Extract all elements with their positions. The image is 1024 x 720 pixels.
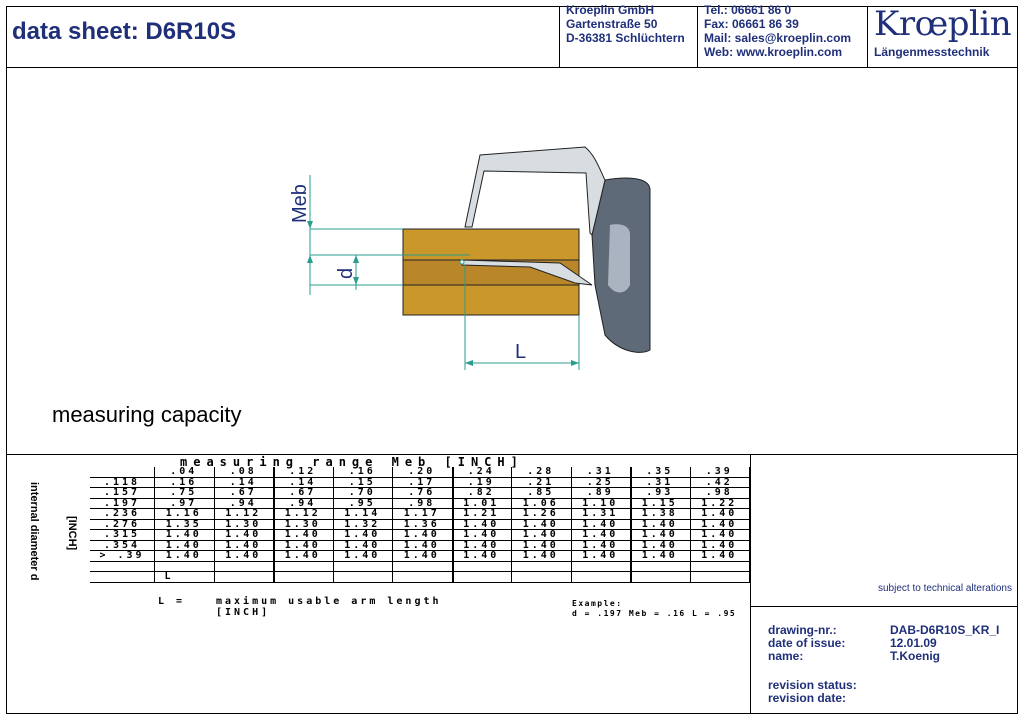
table-cell: 1.40: [582, 518, 619, 530]
contact-web[interactable]: Web: www.kroeplin.com: [704, 45, 843, 59]
row-header: > .39: [99, 550, 145, 561]
title-block-border: [750, 454, 751, 714]
range-title: measuring range Meb [INCH]: [180, 455, 524, 469]
grid-hline: [90, 487, 749, 488]
table-cell: .94: [289, 497, 317, 509]
table-cell: .82: [467, 487, 495, 498]
table-cell: 1.30: [225, 518, 262, 530]
legend-line: maximum usable arm length: [216, 596, 442, 607]
column-header: .08: [229, 466, 257, 477]
contact-fax: Fax: 06661 86 39: [704, 17, 799, 31]
table-cell: 1.10: [582, 497, 619, 509]
table-cell: .19: [467, 476, 495, 488]
table-cell: .67: [289, 487, 317, 498]
row-header: .354: [103, 539, 141, 551]
table-cell: 1.40: [522, 529, 559, 540]
row-header: .157: [103, 487, 141, 498]
table-cell: 1.26: [522, 508, 559, 519]
grid-vline: [392, 467, 393, 583]
grid-hline: [90, 477, 749, 478]
grid-vline: [511, 467, 512, 583]
label-l: L: [515, 341, 527, 363]
column-header: .20: [408, 466, 436, 477]
column-header: .28: [527, 466, 555, 477]
row-header: .315: [103, 529, 141, 540]
column-header: .16: [348, 466, 376, 477]
table-cell: .98: [705, 487, 733, 498]
table-cell: 1.40: [463, 518, 500, 530]
table-cell: 1.40: [641, 529, 678, 540]
grid-hline: [90, 529, 749, 530]
table-cell: 1.32: [344, 518, 381, 530]
table-cell: .89: [586, 487, 614, 498]
table-cell: .93: [646, 487, 674, 498]
address-line: Kroeplin GmbH: [566, 3, 655, 17]
column-header: .24: [467, 466, 495, 477]
table-cell: 1.36: [403, 518, 440, 530]
grid-hline: [90, 582, 749, 583]
table-cell: 1.40: [701, 529, 738, 540]
table-cell: 1.40: [522, 539, 559, 551]
company-logo: Krœplin: [874, 4, 1012, 44]
legend-key: L =: [158, 596, 186, 607]
column-header: .31: [586, 466, 614, 477]
y-unit: [INCH]: [66, 516, 78, 551]
table-cell: 1.40: [463, 539, 500, 551]
table-cell: .16: [170, 476, 198, 488]
column-header: .35: [646, 466, 674, 477]
table-cell: 1.40: [165, 550, 202, 561]
table-cell: .98: [408, 497, 436, 509]
grid-vline: [571, 467, 572, 583]
table-cell: 1.40: [641, 518, 678, 530]
table-cell: .14: [229, 476, 257, 488]
company-contact: [704, 3, 851, 59]
grid-hline: [90, 519, 749, 520]
grid-hline: [90, 550, 749, 551]
table-cell: 1.40: [641, 550, 678, 561]
grid-vline: [214, 467, 215, 583]
label-meb: Meb: [289, 184, 311, 223]
contact-phone: Tel.: 06661 86 0: [704, 3, 792, 17]
title-block-divider: [750, 606, 1018, 607]
gauge-drawing: [270, 135, 660, 380]
table-cell: 1.40: [701, 508, 738, 519]
table-cell: 1.40: [403, 529, 440, 540]
gauge-body-highlight: [608, 224, 630, 292]
table-cell: 1.40: [582, 550, 619, 561]
y-axis-title: [10, 470, 78, 600]
table-cell: .94: [229, 497, 257, 509]
table-cell: .17: [408, 476, 436, 488]
example-line: Example:: [572, 599, 623, 608]
table-cell: .25: [586, 476, 614, 488]
name-label: name:: [768, 649, 804, 663]
section-caption: measuring capacity: [52, 402, 242, 427]
table-cell: 1.40: [344, 539, 381, 551]
table-cell: .14: [289, 476, 317, 488]
table-cell: .31: [646, 476, 674, 488]
table-cell: 1.14: [344, 508, 381, 519]
row-header: .197: [103, 497, 141, 509]
table-cell: 1.40: [284, 529, 321, 540]
company-address: [566, 3, 685, 45]
grid-hline: [90, 540, 749, 541]
legend-text: [216, 596, 442, 618]
drawing-nr-label: drawing-nr.:: [768, 623, 837, 637]
revision-date-label: revision date:: [768, 691, 847, 705]
row-header: .236: [103, 508, 141, 519]
table-cell: .97: [170, 497, 198, 509]
table-cell: 1.17: [403, 508, 440, 519]
row-header: .276: [103, 518, 141, 530]
grid-hline: [90, 508, 749, 509]
table-cell: 1.40: [701, 550, 738, 561]
table-cell: 1.40: [641, 539, 678, 551]
table-cell: 1.40: [403, 539, 440, 551]
grid-hline: [90, 561, 749, 562]
table-cell: 1.12: [284, 508, 321, 519]
table-cell: 1.40: [463, 529, 500, 540]
table-cell: 1.40: [284, 539, 321, 551]
table-cell: 1.40: [582, 529, 619, 540]
example-note: [572, 599, 736, 619]
address-line: Gartenstraße 50: [566, 17, 658, 31]
table-cell: .70: [348, 487, 376, 498]
label-d: d: [335, 267, 357, 279]
table-cell: 1.21: [463, 508, 500, 519]
grid-vline: [749, 467, 750, 583]
table-cell: 1.31: [582, 508, 619, 519]
l-label: L: [164, 570, 174, 582]
grid-vline: [690, 467, 691, 583]
table-cell: 1.40: [344, 550, 381, 561]
address-line: D-36381 Schlüchtern: [566, 31, 685, 45]
table-cell: 1.40: [463, 550, 500, 561]
table-cell: 1.35: [165, 518, 202, 530]
table-cell: 1.40: [225, 550, 262, 561]
contact-mail[interactable]: Mail: sales@kroeplin.com: [704, 31, 852, 45]
table-cell: 1.40: [403, 550, 440, 561]
table-cell: .95: [348, 497, 376, 509]
table-cell: 1.12: [225, 508, 262, 519]
table-cell: .21: [527, 476, 555, 488]
column-header: .04: [170, 466, 198, 477]
table-cell: 1.40: [344, 529, 381, 540]
grid-vline: [333, 467, 334, 583]
table-cell: 1.40: [522, 518, 559, 530]
table-cell: 1.06: [522, 497, 559, 509]
author-name: T.Koenig: [890, 649, 940, 663]
row-header: .118: [103, 476, 141, 488]
example-line: d = .197 Meb = .16 L = .95: [572, 609, 737, 618]
table-cell: 1.30: [284, 518, 321, 530]
drawing-nr: DAB-D6R10S_KR_I: [890, 623, 1000, 637]
table-cell: 1.40: [522, 550, 559, 561]
column-header: .39: [705, 466, 733, 477]
table-cell: 1.40: [165, 539, 202, 551]
table-cell: 1.40: [165, 529, 202, 540]
column-header: .12: [289, 466, 317, 477]
table-cell: 1.22: [701, 497, 738, 509]
grid-hline: [90, 571, 749, 572]
table-cell: 1.15: [641, 497, 678, 509]
grid-vline: [452, 467, 454, 583]
y-title: internal diameter d: [28, 482, 40, 581]
grid-vline: [154, 467, 155, 583]
table-cell: .67: [229, 487, 257, 498]
alterations-note: subject to technical alterations: [878, 583, 1012, 594]
table-cell: .15: [348, 476, 376, 488]
measuring-tip: [460, 260, 464, 264]
table-cell: 1.40: [701, 518, 738, 530]
table-cell: 1.40: [225, 529, 262, 540]
grid-vline: [273, 467, 275, 583]
table-cell: 1.40: [225, 539, 262, 551]
revision-status-label: revision status:: [768, 678, 857, 692]
table-cell: 1.01: [463, 497, 500, 509]
grid-vline: [630, 467, 632, 583]
logo-subtitle: Längenmesstechnik: [874, 45, 990, 59]
table-cell: 1.38: [641, 508, 678, 519]
workpiece-bottom: [403, 285, 579, 315]
table-cell: 1.16: [165, 508, 202, 519]
table-cell: 1.40: [284, 550, 321, 561]
table-cell: .76: [408, 487, 436, 498]
page-title: data sheet: D6R10S: [12, 18, 237, 45]
upper-arm: [465, 147, 605, 235]
table-cell: 1.40: [582, 539, 619, 551]
table-cell: .75: [170, 487, 198, 498]
date-label: date of issue:: [768, 636, 846, 650]
legend-line: [INCH]: [216, 607, 271, 618]
table-cell: .42: [705, 476, 733, 488]
grid-hline: [90, 498, 749, 499]
table-cell: .85: [527, 487, 555, 498]
date-of-issue: 12.01.09: [890, 636, 937, 650]
table-cell: 1.40: [701, 539, 738, 551]
